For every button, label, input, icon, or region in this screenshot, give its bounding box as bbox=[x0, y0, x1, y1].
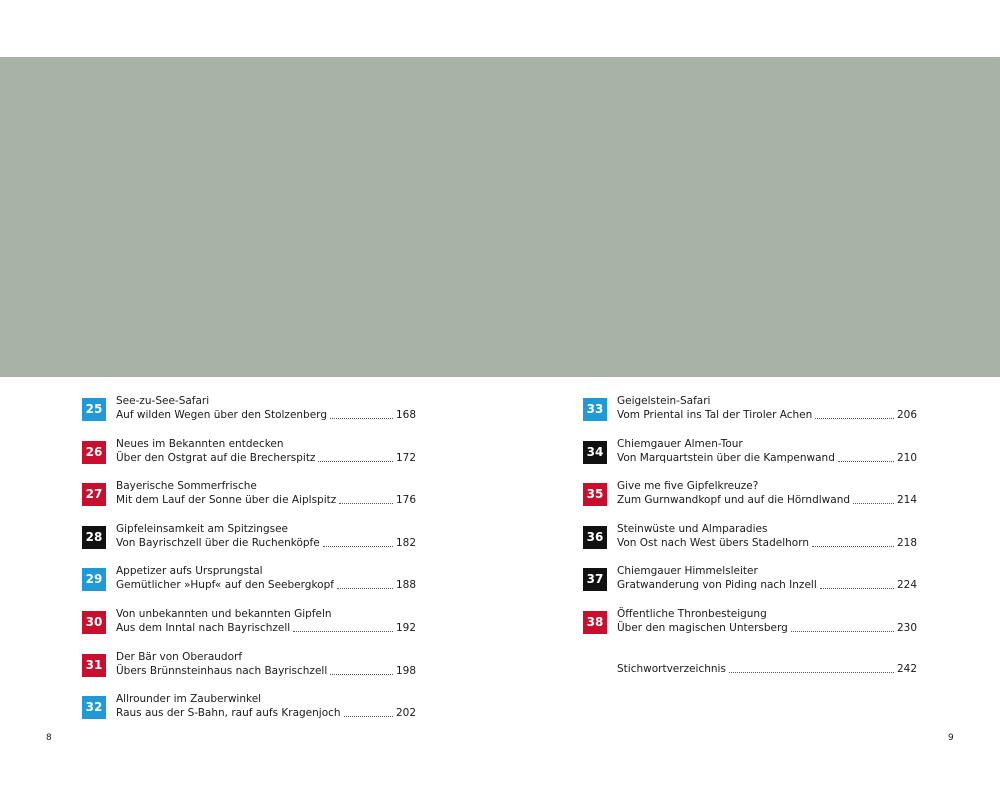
toc-entry bbox=[583, 394, 917, 437]
tour-subtitle: Gratwanderung von Piding nach Inzell bbox=[617, 579, 817, 592]
dot-leader bbox=[330, 418, 393, 419]
dot-leader bbox=[339, 503, 393, 504]
tour-subtitle-line bbox=[116, 536, 416, 550]
tour-number-badge: 37 bbox=[583, 568, 607, 591]
tour-number-badge: 33 bbox=[583, 398, 607, 421]
tour-subtitle-line bbox=[617, 536, 917, 550]
tour-subtitle-line bbox=[116, 493, 416, 507]
tour-number-badge: 26 bbox=[82, 441, 106, 464]
toc-left-column bbox=[82, 394, 416, 735]
dot-leader bbox=[791, 631, 894, 632]
tour-title: Gipfeleinsamkeit am Spitzingsee bbox=[116, 522, 288, 535]
dot-leader bbox=[815, 418, 894, 419]
tour-subtitle: Vom Priental ins Tal der Tiroler Achen bbox=[617, 409, 813, 421]
toc-entry bbox=[82, 692, 416, 735]
tour-title: Von unbekannten und bekannten Gipfeln bbox=[116, 607, 332, 620]
tour-subtitle: Raus aus der S-Bahn, rauf aufs Kragenjoch bbox=[116, 707, 341, 720]
tour-subtitle-line bbox=[116, 451, 416, 465]
tour-title: Chiemgauer Almen-Tour bbox=[617, 437, 743, 450]
tour-page: 168 bbox=[395, 409, 416, 421]
toc-entry bbox=[583, 522, 917, 565]
tour-page: 218 bbox=[896, 536, 917, 549]
dot-leader bbox=[838, 461, 894, 462]
tour-number-badge: 31 bbox=[82, 654, 106, 677]
toc-entry bbox=[82, 437, 416, 480]
dot-leader bbox=[729, 672, 894, 673]
toc-entry bbox=[583, 607, 917, 650]
tour-title: Öffentliche Thronbesteigung bbox=[617, 607, 767, 620]
tour-page: 198 bbox=[395, 664, 416, 677]
tour-title: Steinwüste und Almparadies bbox=[617, 522, 768, 535]
tour-subtitle: Über den magischen Untersberg bbox=[617, 621, 788, 634]
tour-number-badge: 36 bbox=[583, 526, 607, 549]
toc-entry bbox=[82, 650, 416, 693]
tour-page: 210 bbox=[896, 451, 917, 464]
tour-subtitle-line bbox=[617, 578, 917, 592]
tour-subtitle-line bbox=[116, 621, 416, 635]
tour-subtitle: Von Bayrischzell über die Ruchenköpfe bbox=[116, 536, 320, 549]
tour-subtitle-line bbox=[617, 408, 917, 422]
tour-subtitle: Über den Ostgrat auf die Brecherspitz bbox=[116, 451, 316, 464]
photo-band-fill bbox=[0, 57, 1000, 377]
tour-page: 182 bbox=[395, 536, 416, 549]
tour-title: Der Bär von Oberaudorf bbox=[116, 650, 243, 663]
tour-title: Chiemgauer Himmelsleiter bbox=[617, 565, 758, 578]
tour-subtitle: Aus dem Inntal nach Bayrischzell bbox=[116, 621, 291, 634]
dot-leader bbox=[337, 588, 393, 589]
tour-title: Neues im Bekannten entdecken bbox=[116, 437, 284, 450]
dot-leader bbox=[318, 461, 393, 462]
tour-title: Appetizer aufs Ursprungstal bbox=[116, 565, 263, 578]
dot-leader bbox=[330, 674, 393, 675]
tour-title: Bayerische Sommerfrische bbox=[116, 480, 257, 493]
toc-right-column bbox=[583, 394, 917, 650]
dot-leader bbox=[820, 588, 894, 589]
tour-subtitle: Von Marquartstein über die Kampenwand bbox=[617, 451, 835, 464]
tour-number-badge: 29 bbox=[82, 568, 106, 591]
tour-number-badge: 28 bbox=[82, 526, 106, 549]
dot-leader bbox=[323, 546, 393, 547]
tour-subtitle: Von Ost nach West übers Stadelhorn bbox=[617, 536, 810, 549]
tour-page: 206 bbox=[896, 409, 917, 421]
tour-subtitle: Mit dem Lauf der Sonne über die Aiplspitz bbox=[116, 494, 337, 507]
tour-subtitle-line bbox=[116, 664, 416, 678]
index-label: Stichwortverzeichnis bbox=[617, 663, 726, 675]
tour-subtitle: Gemütlicher »Hupf« auf den Seebergkopf bbox=[116, 579, 334, 592]
dot-leader bbox=[293, 631, 393, 632]
tour-subtitle-line bbox=[116, 578, 416, 592]
tour-subtitle-line bbox=[617, 493, 917, 507]
tour-page: 188 bbox=[395, 579, 416, 592]
tour-subtitle-line bbox=[617, 621, 917, 635]
toc-entry bbox=[82, 607, 416, 650]
toc-entry bbox=[583, 564, 917, 607]
tour-page: 192 bbox=[395, 621, 416, 634]
tour-title: See-zu-See-Safari bbox=[116, 395, 210, 407]
page-number-right: 9 bbox=[948, 733, 954, 743]
tour-page: 202 bbox=[395, 707, 416, 720]
photo-band bbox=[0, 57, 1000, 377]
tour-page: 176 bbox=[395, 494, 416, 507]
tour-subtitle: Auf wilden Wegen über den Stolzenberg bbox=[116, 409, 327, 421]
tour-page: 224 bbox=[896, 579, 917, 592]
tour-title: Geigelstein-Safari bbox=[617, 395, 711, 407]
tour-number-badge: 30 bbox=[82, 611, 106, 634]
index-page: 242 bbox=[896, 663, 917, 675]
dot-leader bbox=[344, 716, 393, 717]
tour-page: 230 bbox=[896, 621, 917, 634]
dot-leader bbox=[812, 546, 894, 547]
dot-leader bbox=[853, 503, 894, 504]
tour-number-badge: 25 bbox=[82, 398, 106, 421]
page-number-left: 8 bbox=[46, 733, 52, 743]
tour-number-badge: 38 bbox=[583, 611, 607, 634]
tour-subtitle: Zum Gurnwandkopf und auf die Hörndlwand bbox=[617, 494, 851, 507]
tour-page: 172 bbox=[395, 451, 416, 464]
toc-entry bbox=[82, 394, 416, 437]
tour-title: Give me five Gipfelkreuze? bbox=[617, 480, 759, 493]
tour-subtitle-line bbox=[116, 706, 416, 720]
tour-subtitle: Übers Brünnsteinhaus nach Bayrischzell bbox=[116, 664, 328, 677]
toc-entry bbox=[583, 437, 917, 480]
toc-entry bbox=[583, 479, 917, 522]
tour-number-badge: 35 bbox=[583, 483, 607, 506]
toc-entry bbox=[82, 564, 416, 607]
tour-title: Allrounder im Zauberwinkel bbox=[116, 693, 262, 706]
tour-number-badge: 34 bbox=[583, 441, 607, 464]
tour-subtitle-line bbox=[617, 451, 917, 465]
toc-entry bbox=[82, 522, 416, 565]
tour-number-badge: 32 bbox=[82, 696, 106, 719]
tour-number-badge: 27 bbox=[82, 483, 106, 506]
toc-entry bbox=[82, 479, 416, 522]
tour-subtitle-line bbox=[116, 408, 416, 422]
tour-page: 214 bbox=[896, 494, 917, 507]
